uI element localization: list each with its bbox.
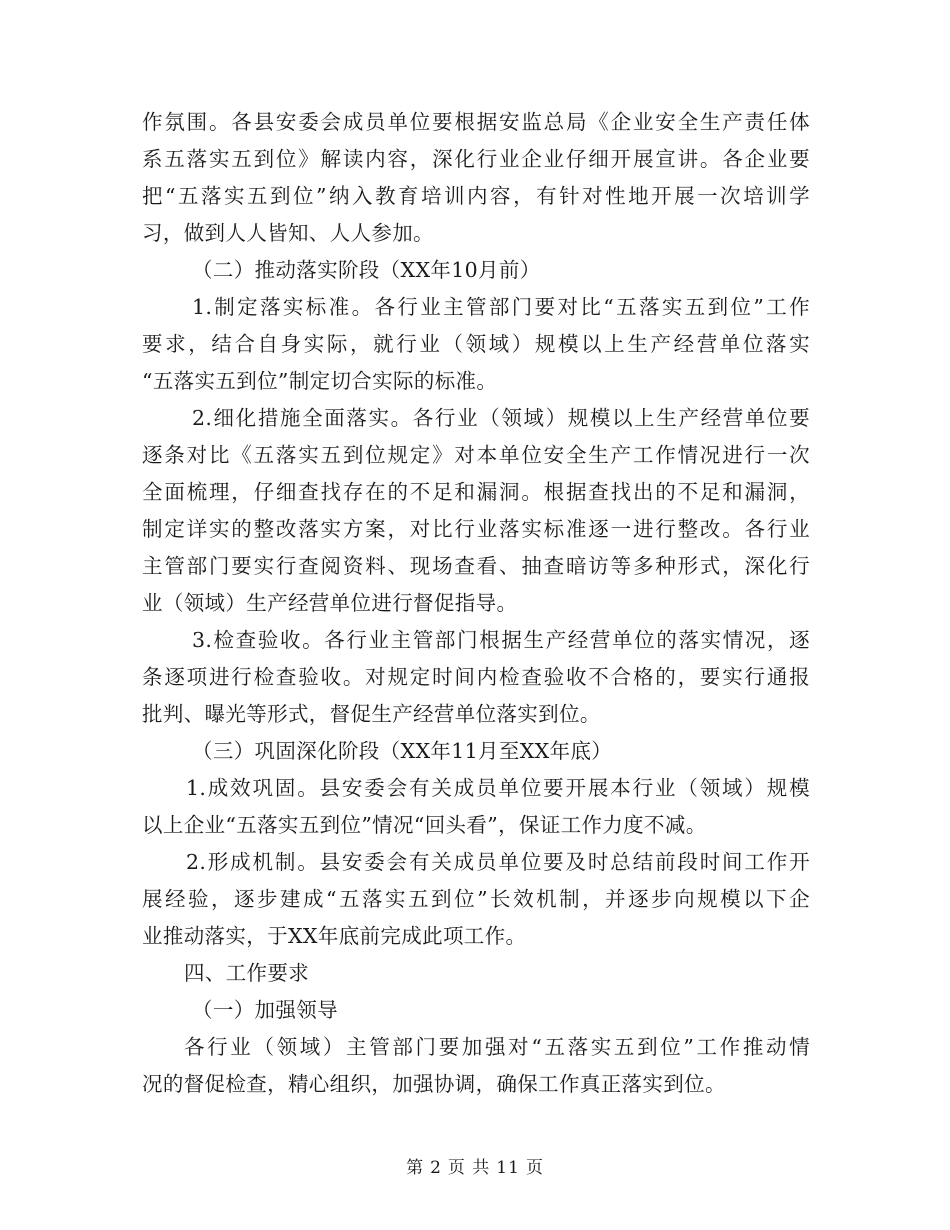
body-line: 业（领域）生产经营单位进行督促指导。	[142, 591, 518, 615]
page-footer	[0, 1153, 950, 1178]
body-line: 以上企业“五落实五到位”情况“回头看”，保证工作力度不减。	[142, 813, 707, 837]
body-line: 要求，结合自身实际，就行业（领域）规模以上生产经营单位落实	[142, 332, 810, 356]
body-line: 2.形成机制。县安委会有关成员单位要及时总结前段时间工作开	[186, 850, 810, 874]
section-heading: （三）巩固深化阶段（XX年11月至XX年底）	[192, 739, 613, 763]
body-line: “五落实五到位”制定切合实际的标准。	[142, 369, 498, 393]
section-heading: 四、工作要求	[184, 961, 310, 985]
body-line: 条逐项进行检查验收。对规定时间内检查验收不合格的，要实行通报	[142, 665, 810, 689]
body-line: 2.细化措施全面落实。各行业（领域）规模以上生产经营单位要	[192, 406, 810, 430]
body-line: 习，做到人人皆知、人人参加。	[142, 221, 434, 245]
footer-page-current: 2	[430, 1158, 442, 1178]
body-line: 作氛围。各县安委会成员单位要根据安监总局《企业安全生产责任体	[142, 110, 810, 134]
body-line: 各行业（领域）主管部门要加强对“五落实五到位”工作推动情	[184, 1035, 810, 1059]
body-line: 全面梳理，仔细查找存在的不足和漏洞。根据查找出的不足和漏洞，	[142, 480, 810, 504]
section-heading: （二）推动落实阶段（XX年10月前）	[192, 258, 541, 282]
body-line: 制定详实的整改落实方案，对比行业落实标准逐一进行整改。各行业	[142, 517, 810, 541]
footer-prefix: 第	[406, 1158, 425, 1178]
body-line: 1.成效巩固。县安委会有关成员单位要开展本行业（领域）规模	[186, 776, 810, 800]
footer-suffix: 页	[525, 1158, 544, 1178]
body-line: 况的督促检查，精心组织，加强协调，确保工作真正落实到位。	[142, 1072, 726, 1096]
footer-middle: 页 共	[447, 1158, 491, 1178]
body-line: 展经验，逐步建成“五落实五到位”长效机制，并逐步向规模以下企	[142, 887, 810, 911]
document-body	[142, 104, 810, 1103]
body-line: 1.制定落实标准。各行业主管部门要对比“五落实五到位”工作	[192, 295, 810, 319]
body-line: 业推动落实，于XX年底前完成此项工作。	[142, 924, 527, 948]
body-line: 逐条对比《五落实五到位规定》对本单位安全生产工作情况进行一次	[142, 443, 810, 467]
body-line: 系五落实五到位》解读内容，深化行业企业仔细开展宣讲。各企业要	[142, 147, 810, 171]
body-line: 主管部门要实行查阅资料、现场查看、抽查暗访等多种形式，深化行	[142, 554, 810, 578]
body-line: 把“五落实五到位”纳入教育培训内容，有针对性地开展一次培训学	[142, 184, 810, 208]
subsection-heading: （一）加强领导	[192, 998, 338, 1022]
footer-page-total: 11	[496, 1158, 520, 1178]
body-line: 3.检查验收。各行业主管部门根据生产经营单位的落实情况，逐	[192, 628, 810, 652]
body-line: 批判、曝光等形式，督促生产经营单位落实到位。	[142, 702, 601, 726]
